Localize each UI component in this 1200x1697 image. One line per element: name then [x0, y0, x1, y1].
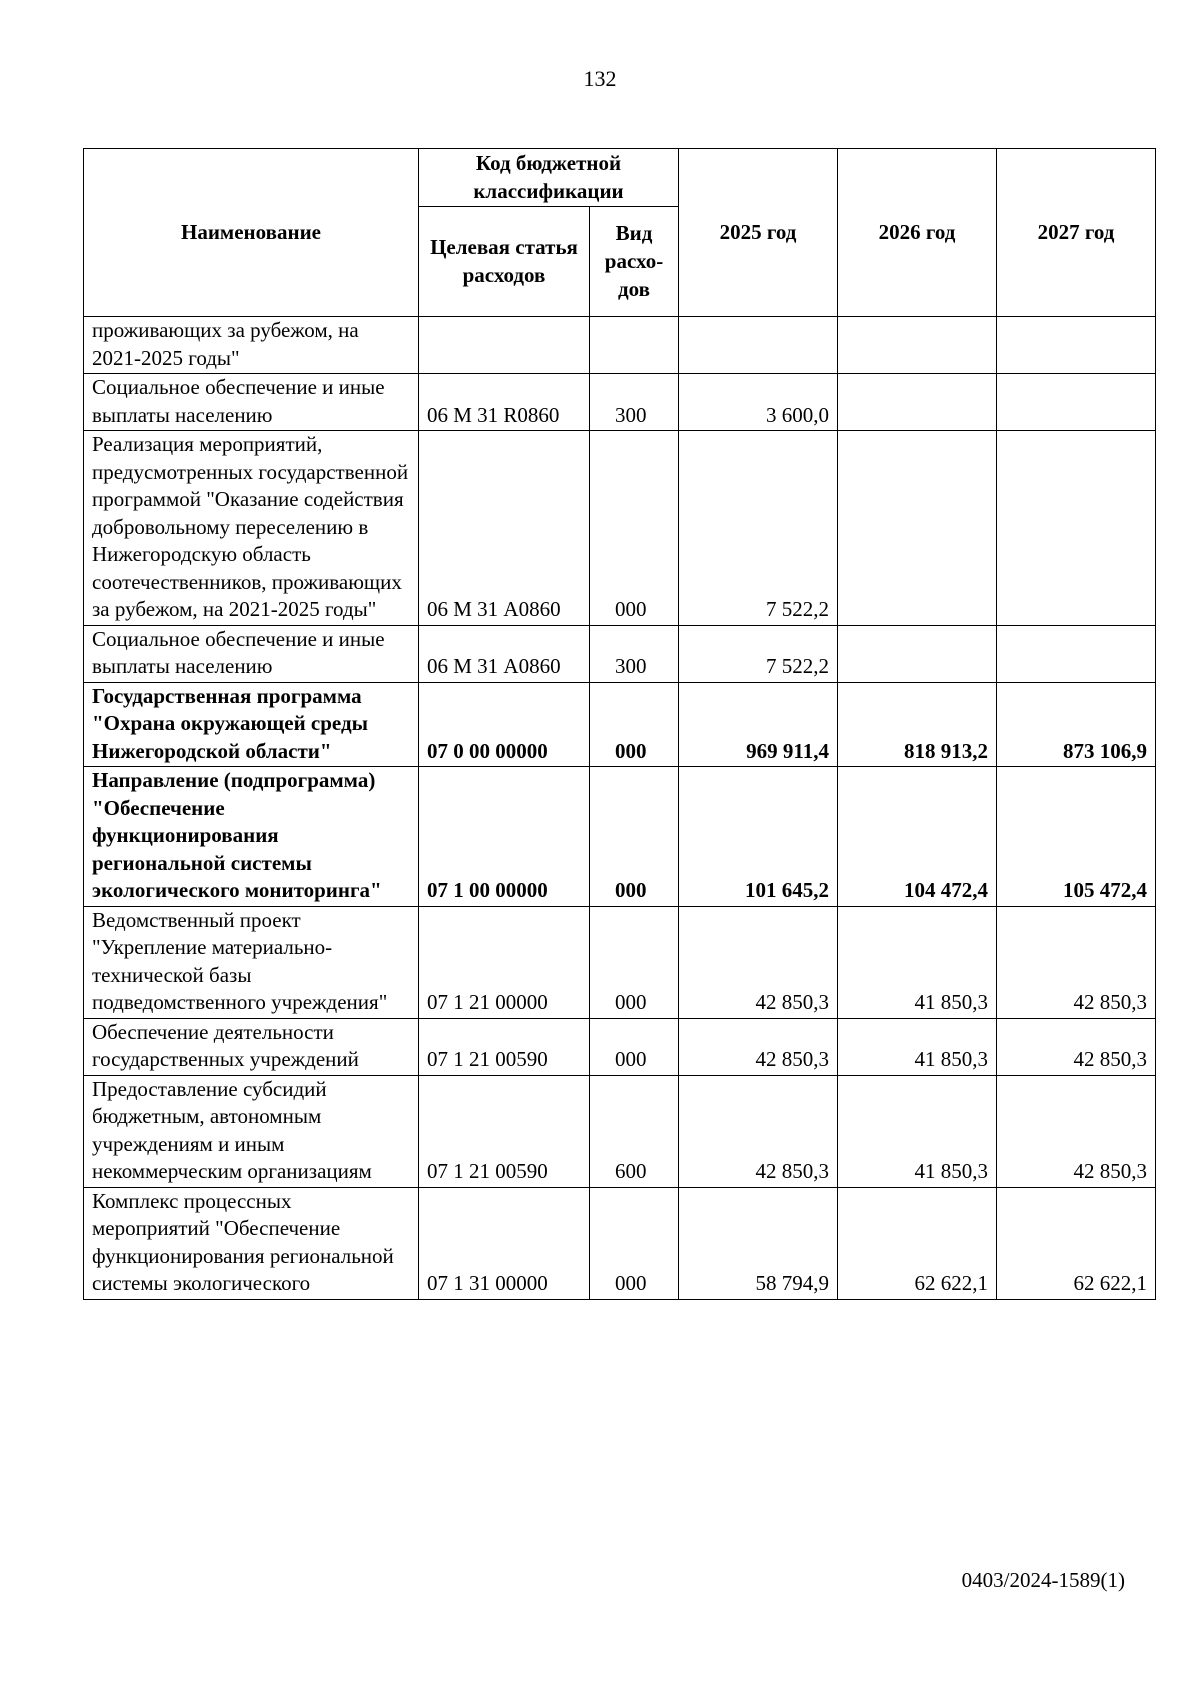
row-target-article-cell: 06 М 31 R0860	[419, 374, 590, 431]
table-row	[84, 906, 1156, 1018]
row-2025-cell: 969 911,4	[679, 682, 838, 767]
row-name-cell: Комплекс процессных мероприятий "Обеспечение функционирования региональной системы экологического	[84, 1187, 419, 1299]
row-2025-cell: 42 850,3	[679, 1075, 838, 1187]
row-expense-type-cell: 000	[590, 431, 679, 626]
row-2026-cell: 41 850,3	[838, 906, 997, 1018]
table-row	[84, 1075, 1156, 1187]
row-2026-cell: 62 622,1	[838, 1187, 997, 1299]
row-expense-type-cell: 000	[590, 906, 679, 1018]
row-target-article-cell: 06 М 31 А0860	[419, 625, 590, 682]
row-2026-cell	[838, 374, 997, 431]
row-target-article-cell: 07 1 21 00590	[419, 1018, 590, 1075]
row-2025-cell: 101 645,2	[679, 767, 838, 907]
row-2027-cell	[997, 431, 1156, 626]
row-2025-cell: 42 850,3	[679, 906, 838, 1018]
table-row	[84, 374, 1156, 431]
row-2027-cell: 62 622,1	[997, 1187, 1156, 1299]
row-2027-cell	[997, 317, 1156, 374]
table-row	[84, 1018, 1156, 1075]
row-2025-cell: 58 794,9	[679, 1187, 838, 1299]
header-target-article: Целевая статья расходов	[419, 207, 590, 317]
row-name-cell: Реализация мероприятий, предусмотренных государственной программой "Оказание содействия добровольному переселению в Нижегородскую область соотечественников, проживающих за рубежом, на 2021-2025 годы"	[84, 431, 419, 626]
row-expense-type-cell: 000	[590, 1187, 679, 1299]
table-body	[84, 317, 1156, 1300]
row-2026-cell: 41 850,3	[838, 1075, 997, 1187]
page-number: 132	[583, 66, 617, 91]
header-name: Наименование	[84, 149, 419, 317]
table-row	[84, 625, 1156, 682]
row-name-cell: Направление (подпрограмма) "Обеспечение функционирования региональной системы экологического мониторинга"	[84, 767, 419, 907]
row-target-article-cell: 07 1 21 00000	[419, 906, 590, 1018]
row-target-article-cell: 07 0 00 00000	[419, 682, 590, 767]
row-expense-type-cell: 300	[590, 374, 679, 431]
row-name-cell: Социальное обеспечение и иные выплаты населению	[84, 625, 419, 682]
row-2027-cell	[997, 625, 1156, 682]
row-target-article-cell: 07 1 31 00000	[419, 1187, 590, 1299]
table-row	[84, 317, 1156, 374]
row-expense-type-cell	[590, 317, 679, 374]
row-2025-cell	[679, 317, 838, 374]
row-target-article-cell: 07 1 21 00590	[419, 1075, 590, 1187]
table-row	[84, 431, 1156, 626]
row-expense-type-cell: 300	[590, 625, 679, 682]
row-2027-cell: 42 850,3	[997, 1075, 1156, 1187]
header-2027: 2027 год	[997, 149, 1156, 317]
table-row	[84, 767, 1156, 907]
document-code: 0403/2024-1589(1)	[961, 1568, 1125, 1592]
row-expense-type-cell: 600	[590, 1075, 679, 1187]
header-expense-type: Вид расхо-дов	[590, 207, 679, 317]
row-target-article-cell	[419, 317, 590, 374]
row-2027-cell	[997, 374, 1156, 431]
row-name-cell: Социальное обеспечение и иные выплаты населению	[84, 374, 419, 431]
table-row	[84, 682, 1156, 767]
row-target-article-cell: 07 1 00 00000	[419, 767, 590, 907]
row-name-cell: Обеспечение деятельности государственных учреждений	[84, 1018, 419, 1075]
header-budget-code: Код бюджетной классификации	[419, 149, 679, 207]
header-2025: 2025 год	[679, 149, 838, 317]
row-2025-cell: 7 522,2	[679, 431, 838, 626]
row-name-cell: Государственная программа "Охрана окружающей среды Нижегородской области"	[84, 682, 419, 767]
row-2025-cell: 42 850,3	[679, 1018, 838, 1075]
row-2027-cell: 873 106,9	[997, 682, 1156, 767]
row-2026-cell: 41 850,3	[838, 1018, 997, 1075]
row-2027-cell: 42 850,3	[997, 1018, 1156, 1075]
row-expense-type-cell: 000	[590, 1018, 679, 1075]
row-2027-cell: 42 850,3	[997, 906, 1156, 1018]
row-2026-cell	[838, 625, 997, 682]
row-name-cell: проживающих за рубежом, на 2021-2025 годы"	[84, 317, 419, 374]
row-expense-type-cell: 000	[590, 682, 679, 767]
row-2026-cell	[838, 431, 997, 626]
row-target-article-cell: 06 М 31 А0860	[419, 431, 590, 626]
row-2025-cell: 7 522,2	[679, 625, 838, 682]
row-expense-type-cell: 000	[590, 767, 679, 907]
row-2026-cell: 104 472,4	[838, 767, 997, 907]
row-2025-cell: 3 600,0	[679, 374, 838, 431]
header-2026: 2026 год	[838, 149, 997, 317]
row-name-cell: Ведомственный проект "Укрепление материально-технической базы подведомственного учреждения"	[84, 906, 419, 1018]
row-2026-cell	[838, 317, 997, 374]
row-2027-cell: 105 472,4	[997, 767, 1156, 907]
row-name-cell: Предоставление субсидий бюджетным, автономным учреждениям и иным некоммерческим организациям	[84, 1075, 419, 1187]
budget-table	[83, 148, 1156, 1300]
row-2026-cell: 818 913,2	[838, 682, 997, 767]
table-row	[84, 1187, 1156, 1299]
